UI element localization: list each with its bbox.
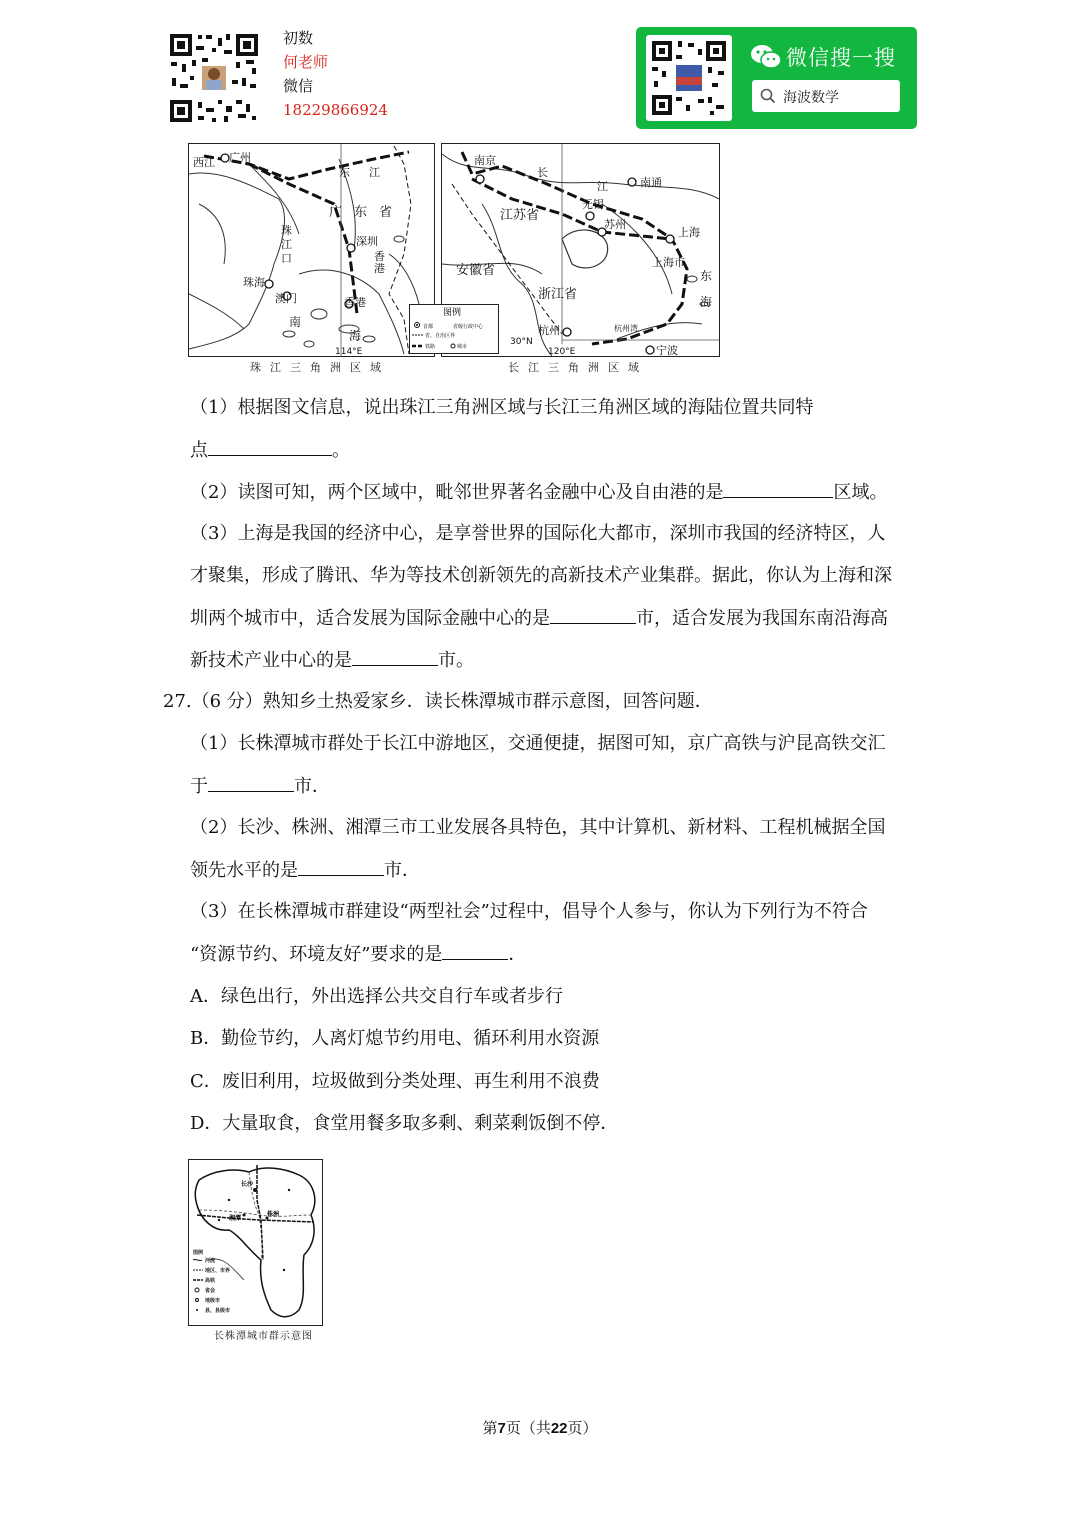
contact-subject: 初数 xyxy=(283,29,314,47)
wechat-search-banner[interactable] xyxy=(636,27,917,129)
map1-label-hai: 海 xyxy=(349,329,362,343)
answer-blank[interactable] xyxy=(723,479,833,498)
map3-label-xiangtan: 湘潭 xyxy=(229,1215,242,1222)
map3-caption: 长株潭城市群示意图 xyxy=(214,1331,313,1342)
q26-3-text-pre: 圳两个城市中，适合发展为国际金融中心的是 xyxy=(190,608,550,629)
map1-label-longitude: 114°E xyxy=(335,347,363,357)
footer-post: 页） xyxy=(567,1419,598,1437)
qr-code-left xyxy=(168,32,260,124)
q26-3-text-pre2: 新技术产业中心的是 xyxy=(190,650,352,671)
map2-legend-provincial: 省级行政中心 xyxy=(453,324,484,330)
map3-label-zhuzhou: 株洲 xyxy=(267,1211,280,1218)
map1-label-sheng: 省 xyxy=(379,205,393,220)
changzhutan-map xyxy=(188,1159,323,1326)
map1-label-guang: 广 xyxy=(329,205,343,220)
wechat-logo-icon xyxy=(750,43,782,71)
answer-blank[interactable] xyxy=(442,941,508,960)
map2-legend-capital: 首都 xyxy=(423,324,434,330)
q26-1-line1: （1）根据图文信息，说出珠江三角洲区域与长江三角洲区域的海陆位置共同特 xyxy=(190,397,814,418)
contact-wechat-label: 微信 xyxy=(283,77,314,95)
map2-label-dong: 东 xyxy=(700,269,713,283)
map2-label-latitude: 30°N xyxy=(510,337,533,347)
map2-label-jiangsu: 江苏省 xyxy=(500,208,540,223)
pearl-river-delta-map xyxy=(188,143,435,357)
map1-label-hongkong: 香港 xyxy=(344,296,366,309)
map1-caption: 珠江三角洲区域 xyxy=(250,361,390,374)
qr-code-right xyxy=(646,35,732,121)
q26-3-line4 xyxy=(190,647,474,674)
map1-label-jiang2: 江 xyxy=(281,238,292,251)
map1-label-zhu: 珠 xyxy=(281,224,292,237)
q27-3-line2 xyxy=(190,941,526,968)
map2-label-longitude: 120°E xyxy=(548,347,576,357)
map2-caption: 长江三角洲区域 xyxy=(508,361,648,374)
map3-label-changsha: 长沙 xyxy=(241,1181,254,1188)
contact-phone: 18229866924 xyxy=(283,101,388,119)
q27-heading: 27.（6 分）熟知乡土热爱家乡．读长株潭城市群示意图，回答问题． xyxy=(163,691,713,712)
map1-label-zhuhai: 珠海 xyxy=(243,276,265,289)
map1-label-shenzhen: 深圳 xyxy=(356,235,378,248)
map2-label-hai: 海 xyxy=(700,295,713,309)
option-d: D．大量取食，食堂用餐多取多剩、剩菜剩饭倒不停． xyxy=(190,1113,619,1134)
map2-label-shanghaishi: 上海市 xyxy=(652,256,685,269)
map2-legend-title: 图例 xyxy=(443,308,462,318)
q26-3-line1: （3）上海是我国的经济中心，是享誉世界的国际化大都市，深圳市我国的经济特区，人 xyxy=(190,523,886,544)
answer-blank[interactable] xyxy=(550,605,636,624)
answer-blank[interactable] xyxy=(352,647,438,666)
q26-1-text-pre: 点 xyxy=(190,440,208,461)
map1-label-guangzhou: 广州 xyxy=(229,151,251,164)
search-icon xyxy=(760,88,776,104)
contact-teacher: 何老师 xyxy=(283,53,329,71)
contact-info xyxy=(283,26,388,122)
map2-label-anhui: 安徽省 xyxy=(456,263,496,278)
q27-1-line1: （1）长株潭城市群处于长江中游地区，交通便捷，据图可知，京广高铁与沪昆高铁交汇 xyxy=(190,733,886,754)
map2-label-nanjing: 南京 xyxy=(474,154,496,167)
answer-blank[interactable] xyxy=(208,437,332,456)
page-number: 7 xyxy=(497,1420,506,1437)
map2-legend-city: 城市 xyxy=(457,344,468,350)
footer-pre: 第 xyxy=(482,1419,498,1437)
map2-label-hangzhouwan: 杭州湾 xyxy=(614,324,638,333)
map2-label-jiang: 江 xyxy=(597,180,608,193)
map3-legend-river: 河流 xyxy=(205,1258,216,1264)
q27-1-text-pre: 于 xyxy=(190,776,208,797)
q26-2-text-post: 区域。 xyxy=(833,482,888,503)
map2-legend-border: 省、自治区界 xyxy=(425,333,456,339)
map3-legend-title: 图例 xyxy=(193,1250,204,1256)
map2-label-ningbo: 宁波 xyxy=(656,344,678,357)
map1-label-kou: 口 xyxy=(281,252,292,265)
q27-1-text-post: 市． xyxy=(294,776,330,797)
q26-2-line xyxy=(190,479,887,506)
q26-3-text-post: 市。 xyxy=(438,650,474,671)
map2-label-chang: 长 xyxy=(537,166,548,179)
q27-3-text-post: ． xyxy=(508,944,527,965)
page-total: 22 xyxy=(550,1420,568,1437)
map1-label-gang: 港 xyxy=(374,262,385,275)
map2-legend-railway: 铁路 xyxy=(425,344,436,350)
map1-label-dong: 东 xyxy=(339,166,350,179)
wechat-search-box[interactable] xyxy=(752,80,900,112)
map1-label-xiang: 香 xyxy=(374,250,385,263)
map2-label-nantong: 南通 xyxy=(640,176,662,189)
map3-legend-border: 地区、市界 xyxy=(205,1268,231,1274)
map1-label-macau: 澳门 xyxy=(275,292,297,305)
map2-label-hangzhou: 杭州 xyxy=(538,324,560,337)
page-footer xyxy=(0,1417,1080,1438)
map2-label-shanghai: 上海 xyxy=(678,226,700,239)
q27-3-line1: （3）在长株潭城市群建设“两型社会”过程中，倡导个人参与，你认为下列行为不符合 xyxy=(190,901,868,922)
map2-label-wuxi: 无锡 xyxy=(582,198,604,211)
map1-label-jiang: 江 xyxy=(369,166,380,179)
answer-blank[interactable] xyxy=(208,773,294,792)
wechat-search-text: 海波数学 xyxy=(783,90,839,106)
q26-1-line2 xyxy=(190,437,350,464)
footer-mid: 页（共 xyxy=(505,1419,551,1437)
answer-blank[interactable] xyxy=(298,857,384,876)
q27-2-text-pre: 领先水平的是 xyxy=(190,860,298,881)
option-b: B．勤俭节约，人离灯熄节约用电、循环利用水资源 xyxy=(190,1028,600,1049)
option-a: A．绿色出行，外出选择公共交自行车或者步行 xyxy=(190,986,563,1007)
q26-3-line2: 才聚集，形成了腾讯、华为等技术创新领先的高新技术产业集群。据此，你认为上海和深 xyxy=(190,565,892,586)
map2-legend xyxy=(409,304,499,354)
map2-label-suzhou: 苏州 xyxy=(604,218,626,231)
map3-legend-hsr: 高铁 xyxy=(205,1278,216,1284)
q27-2-line1: （2）长沙、株洲、湘潭三市工业发展各具特色，其中计算机、新材料、工程机械据全国 xyxy=(190,817,886,838)
map3-legend-capital: 省会 xyxy=(205,1288,216,1294)
q26-1-text-post: 。 xyxy=(332,440,350,461)
map2-label-zhejiang: 浙江省 xyxy=(538,287,578,302)
option-c: C．废旧利用，垃圾做到分类处理、再生利用不浪费 xyxy=(190,1071,600,1092)
q26-3-line3 xyxy=(190,605,888,632)
q27-1-line2 xyxy=(190,773,330,800)
q27-3-text-pre: “资源节约、环境友好”要求的是 xyxy=(190,944,443,965)
map1-label-dong2: 东 xyxy=(354,205,368,220)
q26-3-text-mid: 市，适合发展为我国东南沿海高 xyxy=(636,608,888,629)
wechat-title: 微信搜一搜 xyxy=(786,46,896,70)
map1-label-nan: 南 xyxy=(289,315,302,329)
q26-2-text-pre: （2）读图可知，两个区域中，毗邻世界著名金融中心及自由港的是 xyxy=(190,482,724,503)
map3-legend-prefecture: 地级市 xyxy=(205,1298,221,1304)
map3-legend-county: 县、县级市 xyxy=(205,1308,231,1314)
q27-2-text-post: 市． xyxy=(384,860,420,881)
map1-label-xijiang: 西江 xyxy=(193,156,215,169)
q27-2-line2 xyxy=(190,857,420,884)
